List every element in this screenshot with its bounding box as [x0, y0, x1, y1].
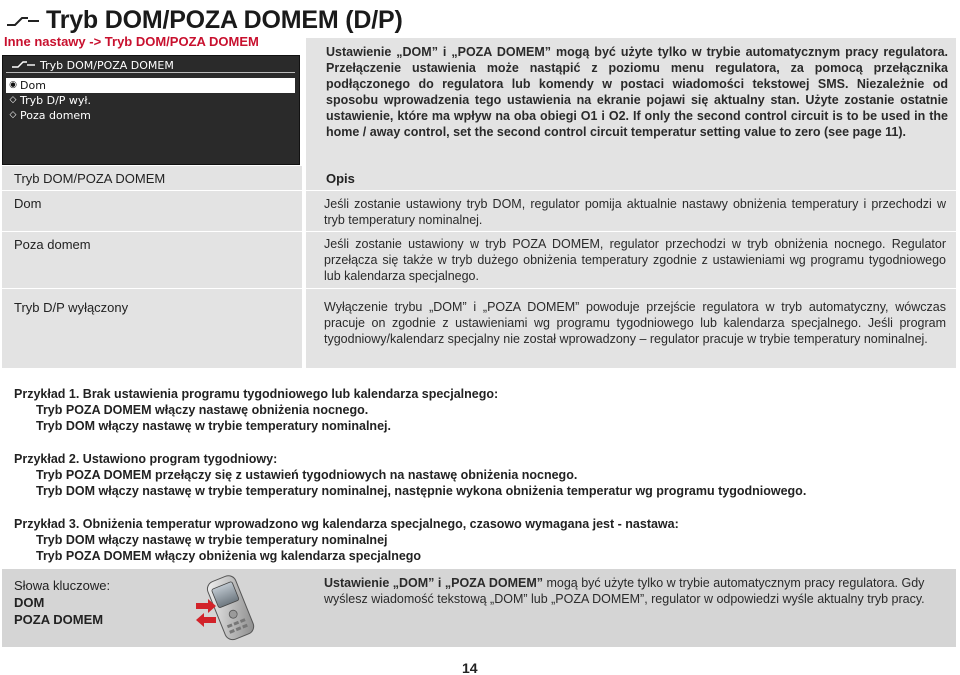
- keyword: DOM: [14, 595, 45, 610]
- mobile-phone-sms-icon: [190, 571, 262, 645]
- table-header-label: Tryb DOM/POZA DOMEM: [14, 171, 166, 186]
- row-label-away: Poza domem: [14, 237, 91, 252]
- footer-text-bold: Ustawienie „DOM” i „POZA DOMEM”: [324, 576, 544, 590]
- example-3: [14, 516, 679, 564]
- radio-empty-icon: ◇: [9, 110, 17, 120]
- intro-text-english: If only the second control circuit is to be used in the home / away control, set the second control circuit temperatur setting value to zero (see page 11).: [326, 109, 948, 139]
- row-desc-dom: Jeśli zostanie ustawiony tryb DOM, regulator pomija aktualnie nastawy obniżenia temperatury i przechodzi w tryb temperatury nominalnej.: [324, 197, 946, 227]
- row-desc-off: Wyłączenie trybu „DOM” i „POZA DOMEM” powoduje przejście regulatora w tryb automatyczny, wówczas pracuje on zgodnie z ustawieniami wg programu tygodniowego lub kalendarza specjalnego. Jeśli program tygodniowy/kalendarz specjalny nie został wprowadzony – regulator pracuje w trybie temperatury nominalnej.: [324, 300, 946, 346]
- intro-text: [326, 44, 948, 140]
- divider: [2, 231, 956, 232]
- display-header-text: Tryb DOM/POZA DOMEM: [40, 58, 174, 72]
- keywords: [14, 577, 110, 628]
- display-header: [6, 58, 295, 73]
- radio-selected-icon: ◉: [9, 80, 17, 90]
- example-heading: Przykład 1. Brak ustawienia programu tygodniowego lub kalendarza specjalnego:: [14, 387, 499, 401]
- display-item-away[interactable]: [6, 108, 295, 123]
- page-title: [6, 2, 403, 38]
- home-away-switch-icon: [6, 9, 40, 31]
- divider: [2, 288, 956, 289]
- example-heading: Przykład 3. Obniżenia temperatur wprowadzono wg kalendarza specjalnego, czasowo wymagana jest - nastawa:: [14, 517, 679, 531]
- breadcrumb: Inne nastawy -> Tryb DOM/POZA DOMEM: [4, 34, 259, 49]
- row-label-dom: Dom: [14, 196, 42, 211]
- table-label-column: [2, 166, 302, 368]
- divider: [2, 190, 956, 191]
- radio-empty-icon: ◇: [9, 95, 17, 105]
- controller-display: [2, 55, 300, 165]
- example-2: [14, 451, 806, 499]
- display-item-label: Tryb D/P wył.: [20, 94, 92, 107]
- example-line: Tryb POZA DOMEM włączy nastawę obniżenia nocnego.: [36, 403, 369, 417]
- home-away-switch-icon: [12, 60, 36, 70]
- footer-text: [324, 575, 946, 607]
- page-title-text: Tryb DOM/POZA DOMEM (D/P): [46, 5, 403, 34]
- example-line: Tryb DOM włączy nastawę w trybie temperatury nominalnej, następnie wykona obniżenia temperatur wg programu tygodniowego.: [36, 484, 807, 498]
- display-item-label: Poza domem: [20, 109, 91, 122]
- row-label-off: Tryb D/P wyłączony: [14, 300, 129, 315]
- example-line: Tryb POZA DOMEM włączy obniżenia wg kalendarza specjalnego: [36, 549, 422, 563]
- keywords-label: Słowa kluczowe:: [14, 578, 111, 593]
- example-line: Tryb DOM włączy nastawę w trybie temperatury nominalnej: [36, 533, 388, 547]
- display-item-label: Dom: [20, 79, 46, 92]
- example-heading: Przykład 2. Ustawiono program tygodniowy:: [14, 452, 278, 466]
- display-item-off[interactable]: [6, 93, 295, 108]
- footer-text-rest: mogą być użyte tylko w trybie automatycznym pracy regulatora. Gdy wyślesz wiadomość tekstową „DOM” lub „POZA DOMEM”, regulator w odpowiedzi wyśle aktualny tryb pracy.: [324, 576, 925, 606]
- table-header-desc: Opis: [326, 171, 355, 186]
- row-desc-away: Jeśli zostanie ustawiony w tryb POZA DOMEM, regulator przechodzi w tryb obniżenia nocnego. Regulator przełącza się także w tryb dużego obniżenia temperatury zgodnie z ustawieniami wg programu tygodniowego lub kalendarza specjalnego.: [324, 237, 946, 283]
- example-1: [14, 386, 498, 434]
- display-item-dom[interactable]: [6, 78, 295, 93]
- example-line: Tryb POZA DOMEM przełączy się z ustawień tygodniowych na nastawę obniżenia nocnego.: [36, 468, 578, 482]
- example-line: Tryb DOM włączy nastawę w trybie temperatury nominalnej.: [36, 419, 391, 433]
- page-number: 14: [462, 660, 478, 675]
- keyword: POZA DOMEM: [14, 612, 104, 627]
- intro-text-polish: Ustawienie „DOM” i „POZA DOMEM” mogą być użyte tylko w trybie automatycznym pracy regulatora. Przełączenie ustawienia może nastąpić z poziomu menu regulatora, za pomocą przełącznika podłączonego do regulatora lub komendy w postaci wiadomości tekstowej SMS. Niezależnie od sposobu wprowadzenia tego ustawienia na ekranie pojawi się aktualny stan. Użyte zostanie ostatnie ustawienie, które ma wpływ na oba obiegi O1 i O2.: [326, 45, 948, 123]
